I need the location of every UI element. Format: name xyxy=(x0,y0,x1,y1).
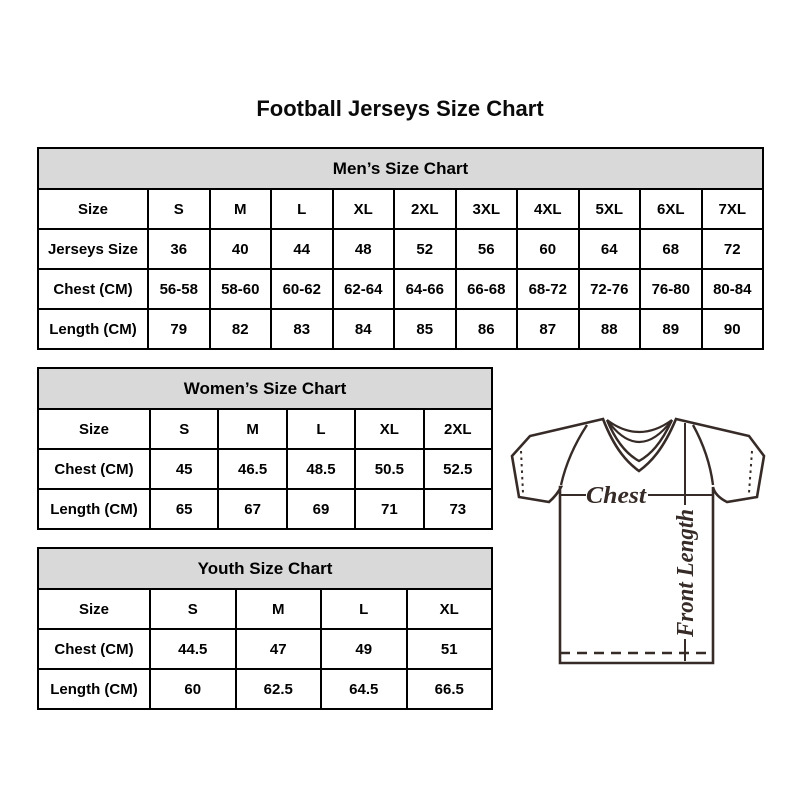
value-cell: 64-66 xyxy=(394,269,456,309)
value-cell: 64.5 xyxy=(321,669,407,709)
value-cell: 52.5 xyxy=(424,449,492,489)
table-title: Youth Size Chart xyxy=(38,548,492,589)
jersey-measurement-diagram xyxy=(503,406,770,668)
value-cell: 2XL xyxy=(394,189,456,229)
row-label-cell: Length (CM) xyxy=(38,669,150,709)
table-row xyxy=(38,629,492,669)
value-cell: S xyxy=(150,589,236,629)
table-row xyxy=(38,269,763,309)
womens-size-chart xyxy=(37,367,493,530)
value-cell: 62-64 xyxy=(333,269,395,309)
value-cell: 58-60 xyxy=(210,269,272,309)
value-cell: 52 xyxy=(394,229,456,269)
chest-label: Chest xyxy=(586,483,648,509)
table-title: Men’s Size Chart xyxy=(38,148,763,189)
youth-size-chart xyxy=(37,547,493,710)
mens-size-chart-table xyxy=(37,147,764,350)
row-label-cell: Size xyxy=(38,589,150,629)
right-sleeve-seam xyxy=(693,425,713,485)
value-cell: M xyxy=(236,589,322,629)
value-cell: 86 xyxy=(456,309,518,349)
table-row xyxy=(38,189,763,229)
value-cell: 56 xyxy=(456,229,518,269)
table-title-row xyxy=(38,368,492,409)
value-cell: M xyxy=(218,409,286,449)
value-cell: 7XL xyxy=(702,189,764,229)
table-row xyxy=(38,409,492,449)
value-cell: 85 xyxy=(394,309,456,349)
value-cell: M xyxy=(210,189,272,229)
value-cell: 76-80 xyxy=(640,269,702,309)
value-cell: 79 xyxy=(148,309,210,349)
jersey-outline xyxy=(512,419,764,663)
row-label-cell: Length (CM) xyxy=(38,309,148,349)
value-cell: 68-72 xyxy=(517,269,579,309)
value-cell: 48 xyxy=(333,229,395,269)
value-cell: 36 xyxy=(148,229,210,269)
table-row xyxy=(38,489,492,529)
value-cell: 60-62 xyxy=(271,269,333,309)
table-row xyxy=(38,449,492,489)
table-title: Women’s Size Chart xyxy=(38,368,492,409)
row-label-cell: Jerseys Size xyxy=(38,229,148,269)
value-cell: 68 xyxy=(640,229,702,269)
value-cell: 87 xyxy=(517,309,579,349)
youth-size-chart-table xyxy=(37,547,493,710)
value-cell: 40 xyxy=(210,229,272,269)
value-cell: 44.5 xyxy=(150,629,236,669)
left-sleeve-seam xyxy=(561,425,587,485)
value-cell: 88 xyxy=(579,309,641,349)
value-cell: 89 xyxy=(640,309,702,349)
value-cell: 56-58 xyxy=(148,269,210,309)
page-title: Football Jerseys Size Chart xyxy=(256,96,544,121)
value-cell: 83 xyxy=(271,309,333,349)
value-cell: 49 xyxy=(321,629,407,669)
value-cell: XL xyxy=(355,409,423,449)
value-cell: S xyxy=(148,189,210,229)
value-cell: 66-68 xyxy=(456,269,518,309)
value-cell: 90 xyxy=(702,309,764,349)
mens-size-chart xyxy=(37,147,764,350)
value-cell: 48.5 xyxy=(287,449,355,489)
front-length-label: Front Length xyxy=(673,502,699,637)
value-cell: 64 xyxy=(579,229,641,269)
value-cell: L xyxy=(321,589,407,629)
value-cell: 82 xyxy=(210,309,272,349)
row-label-cell: Chest (CM) xyxy=(38,449,150,489)
value-cell: 3XL xyxy=(456,189,518,229)
value-cell: 4XL xyxy=(517,189,579,229)
value-cell: L xyxy=(271,189,333,229)
table-title-row xyxy=(38,148,763,189)
value-cell: 84 xyxy=(333,309,395,349)
table-row xyxy=(38,229,763,269)
table-title-row xyxy=(38,548,492,589)
value-cell: 2XL xyxy=(424,409,492,449)
value-cell: 62.5 xyxy=(236,669,322,709)
table-row xyxy=(38,669,492,709)
value-cell: 80-84 xyxy=(702,269,764,309)
value-cell: 60 xyxy=(150,669,236,709)
value-cell: 45 xyxy=(150,449,218,489)
value-cell: 50.5 xyxy=(355,449,423,489)
value-cell: 71 xyxy=(355,489,423,529)
value-cell: XL xyxy=(333,189,395,229)
value-cell: 51 xyxy=(407,629,493,669)
value-cell: XL xyxy=(407,589,493,629)
row-label-cell: Size xyxy=(38,189,148,229)
row-label-cell: Length (CM) xyxy=(38,489,150,529)
row-label-cell: Chest (CM) xyxy=(38,269,148,309)
left-cuff-dotted-line xyxy=(521,451,523,493)
value-cell: 60 xyxy=(517,229,579,269)
value-cell: 72 xyxy=(702,229,764,269)
jersey-diagram-svg xyxy=(503,406,770,668)
value-cell: 46.5 xyxy=(218,449,286,489)
value-cell: L xyxy=(287,409,355,449)
row-label-cell: Size xyxy=(38,409,150,449)
womens-size-chart-table xyxy=(37,367,493,530)
value-cell: 66.5 xyxy=(407,669,493,709)
value-cell: S xyxy=(150,409,218,449)
row-label-cell: Chest (CM) xyxy=(38,629,150,669)
value-cell: 69 xyxy=(287,489,355,529)
value-cell: 47 xyxy=(236,629,322,669)
value-cell: 67 xyxy=(218,489,286,529)
value-cell: 73 xyxy=(424,489,492,529)
table-row xyxy=(38,309,763,349)
value-cell: 6XL xyxy=(640,189,702,229)
value-cell: 72-76 xyxy=(579,269,641,309)
value-cell: 5XL xyxy=(579,189,641,229)
right-cuff-dotted-line xyxy=(749,451,752,493)
value-cell: 44 xyxy=(271,229,333,269)
table-row xyxy=(38,589,492,629)
value-cell: 65 xyxy=(150,489,218,529)
